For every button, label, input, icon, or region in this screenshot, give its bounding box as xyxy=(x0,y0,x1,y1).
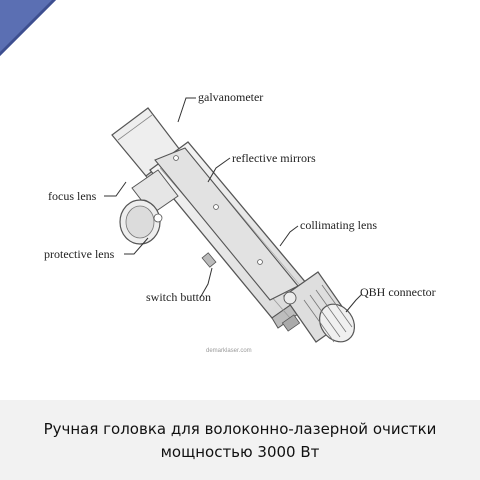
caption xyxy=(20,418,460,464)
collimating-lens-label: collimating lens xyxy=(300,218,377,232)
caption-line-1: Ручная головка для волоконно-лазерной очистки xyxy=(43,420,437,438)
focus-lens-leader xyxy=(104,182,126,196)
collimating-lens-leader xyxy=(280,226,298,246)
protective-lens-label: protective lens xyxy=(44,247,115,261)
galvanometer-leader xyxy=(178,98,196,122)
switch-button-label: switch button xyxy=(146,290,211,304)
galvanometer-label: galvanometer xyxy=(198,90,264,104)
focus-lens-label: focus lens xyxy=(48,189,97,203)
switch-button-part xyxy=(202,253,216,267)
side-cover xyxy=(155,148,298,300)
caption-band xyxy=(0,400,480,480)
caption-line-2: мощностью 3000 Вт xyxy=(160,443,320,461)
watermark-text: demarklaser.com xyxy=(206,348,252,354)
qbh-connector-label: QBH connector xyxy=(360,285,436,299)
reflective-mirrors-label: reflective mirrors xyxy=(232,151,316,165)
